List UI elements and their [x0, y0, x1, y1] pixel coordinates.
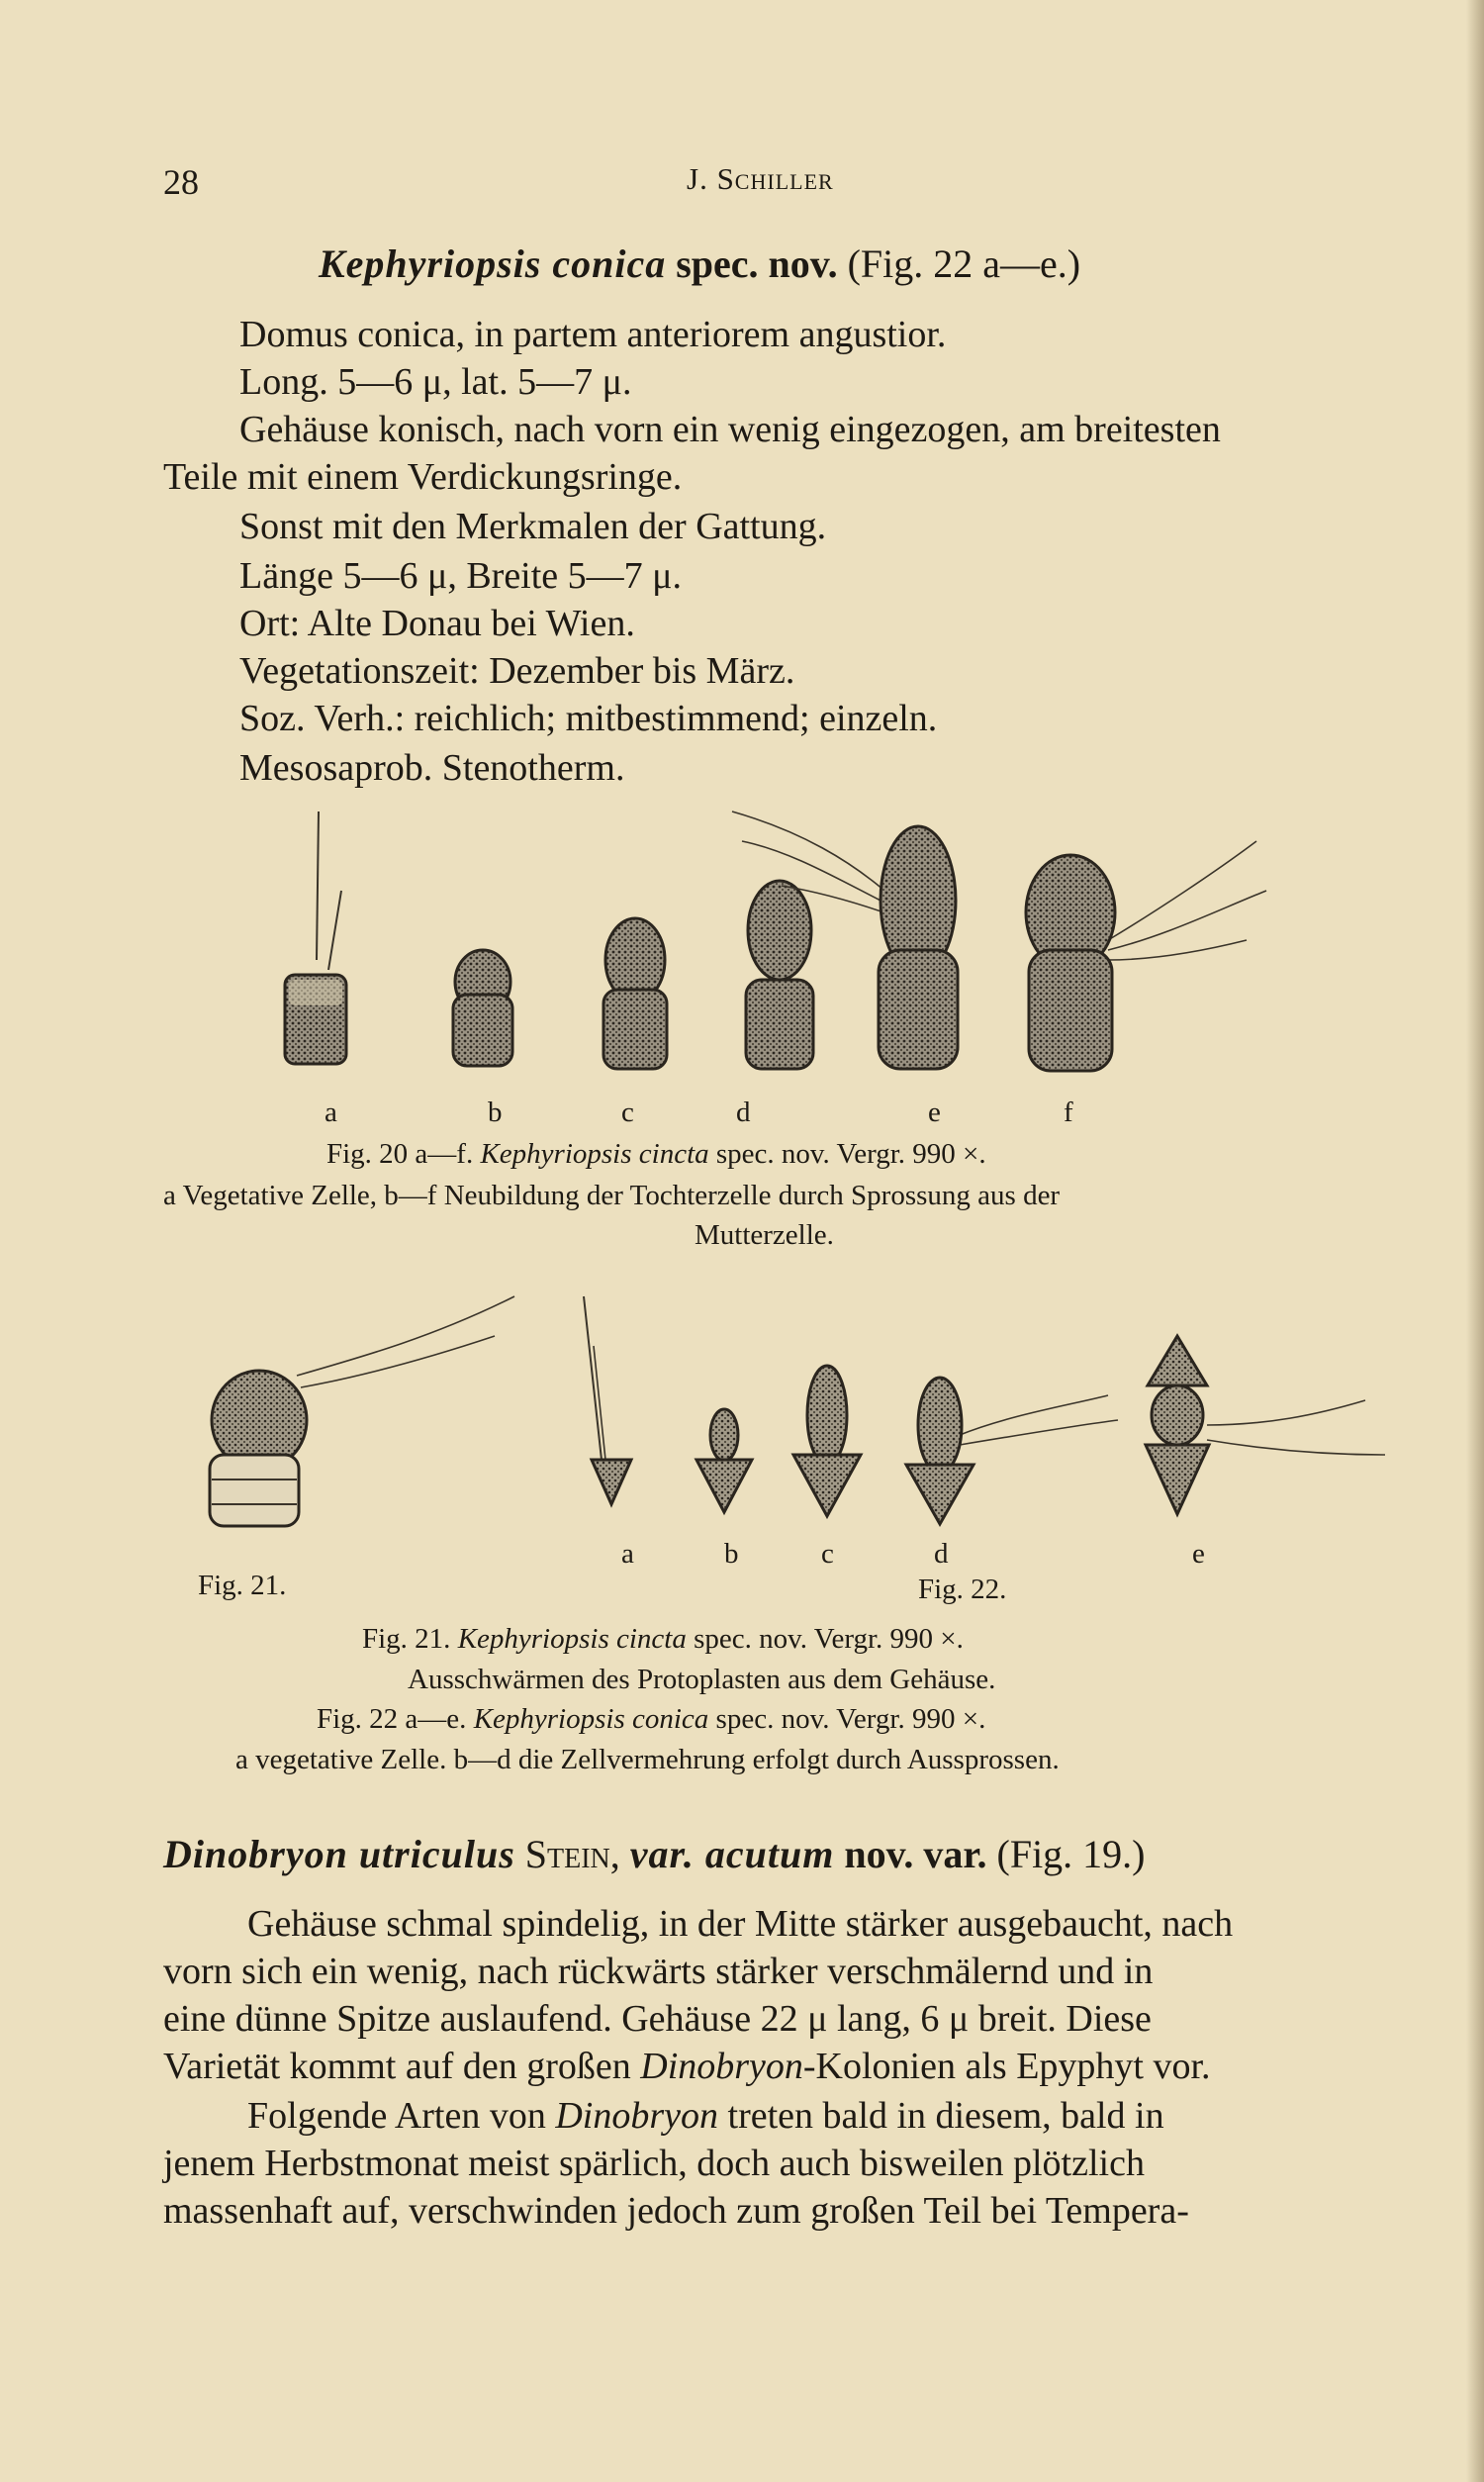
figure-20-letter: a — [325, 1097, 337, 1128]
figure-22d-cell — [906, 1378, 1118, 1524]
body-line: Mesosaprob. Stenotherm. — [239, 747, 625, 789]
body-line: jenem Herbstmonat meist spärlich, doch auch bisweilen plötzlich — [163, 2143, 1145, 2184]
figure-20c-cell — [603, 918, 667, 1069]
figure-21-label: Fig. 21. — [198, 1570, 287, 1601]
figure-22e-cell — [1146, 1336, 1385, 1514]
figure-22b-cell — [696, 1409, 752, 1512]
body-line: Domus conica, in partem anteriorem angustior. — [239, 314, 947, 355]
author-name: Stein, — [524, 1832, 620, 1876]
page-edge-shadow — [1466, 0, 1484, 2482]
figure-22-letter: a — [621, 1538, 634, 1570]
body-line: massenhaft auf, verschwinden jedoch zum großen Teil bei Tempera- — [163, 2190, 1189, 2232]
body-line: Vegetationszeit: Dezember bis März. — [239, 650, 795, 692]
running-head: J. Schiller — [687, 161, 834, 196]
figure-20-caption: Fig. 20 a—f. Kephyriopsis cincta spec. nov. Vergr. 990 ×. — [326, 1138, 986, 1170]
section-heading-kephyriopsis-conica — [319, 240, 1080, 287]
variety-tag: nov. var. — [844, 1832, 987, 1876]
figure-20-illustration — [267, 802, 1316, 1089]
figure-20a-cell — [285, 811, 346, 1064]
body-line: Soz. Verh.: reichlich; mitbestimmend; einzeln. — [239, 698, 938, 739]
figure-22-letter: d — [934, 1538, 949, 1570]
figure-21-cell — [210, 1296, 514, 1526]
body-line: Long. 5—6 μ, lat. 5—7 μ. — [239, 361, 632, 403]
body-line: Teile mit einem Verdickungsringe. — [163, 456, 683, 498]
figure-20b-cell — [453, 950, 512, 1066]
body-line: Sonst mit den Merkmalen der Gattung. — [239, 506, 827, 547]
figure-20f-cell — [1026, 841, 1266, 1071]
figure-20-letter: f — [1064, 1097, 1073, 1128]
section-heading-dinobryon-utriculus — [163, 1831, 1146, 1877]
page-number: 28 — [163, 162, 199, 202]
figure-22-caption-line: a vegetative Zelle. b—d die Zellvermehrung erfolgt durch Aussprossen. — [235, 1744, 1060, 1775]
figure-22-letter: b — [724, 1538, 739, 1570]
body-line: Ort: Alte Donau bei Wien. — [239, 603, 635, 644]
figure-reference: (Fig. 22 a—e.) — [847, 241, 1081, 286]
figure-20-letter: e — [928, 1097, 941, 1128]
figure-20-letter: d — [736, 1097, 751, 1128]
figure-20-letter: b — [488, 1097, 503, 1128]
figure-reference: (Fig. 19.) — [996, 1832, 1146, 1876]
species-name: Kephyriopsis conica — [319, 241, 667, 286]
figure-21-caption-line: Ausschwärmen des Protoplasten aus dem Gehäuse. — [408, 1664, 996, 1695]
figure-20d-cell — [746, 881, 813, 1069]
body-line: eine dünne Spitze auslaufend. Gehäuse 22 μ lang, 6 μ breit. Diese — [163, 1998, 1152, 2040]
figure-21-caption: Fig. 21. Kephyriopsis cincta spec. nov. Vergr. 990 ×. — [362, 1623, 964, 1655]
figure-22c-cell — [793, 1366, 861, 1516]
figure-22-caption: Fig. 22 a—e. Kephyriopsis conica spec. nov. Vergr. 990 ×. — [317, 1703, 986, 1735]
figure-22-letter: e — [1192, 1538, 1205, 1570]
variety-name: var. acutum — [629, 1832, 835, 1876]
body-line: Folgende Arten von Dinobryon treten bald in diesem, bald in — [247, 2095, 1164, 2137]
figure-22a-cell — [584, 1296, 631, 1504]
body-line: Gehäuse konisch, nach vorn ein wenig eingezogen, am breitesten — [239, 409, 1221, 450]
figure-22-letter: c — [821, 1538, 834, 1570]
species-tag: spec. nov. — [676, 241, 838, 286]
body-line: vorn sich ein wenig, nach rückwärts stärker verschmälernd und in — [163, 1951, 1154, 1992]
body-line: Varietät kommt auf den großen Dinobryon-Kolonien als Epyphyt vor. — [163, 2046, 1211, 2087]
figure-21-22-illustration — [198, 1277, 1405, 1554]
body-line: Länge 5—6 μ, Breite 5—7 μ. — [239, 555, 683, 597]
body-line: Gehäuse schmal spindelig, in der Mitte stärker ausgebaucht, nach — [247, 1903, 1234, 1945]
species-name: Dinobryon utriculus — [163, 1832, 515, 1876]
figure-22-label: Fig. 22. — [918, 1574, 1007, 1605]
figure-20-caption-line: a Vegetative Zelle, b—f Neubildung der Tochterzelle durch Sprossung aus der — [163, 1180, 1061, 1211]
figure-20-letter: c — [621, 1097, 634, 1128]
figure-20-caption-line: Mutterzelle. — [695, 1219, 834, 1251]
